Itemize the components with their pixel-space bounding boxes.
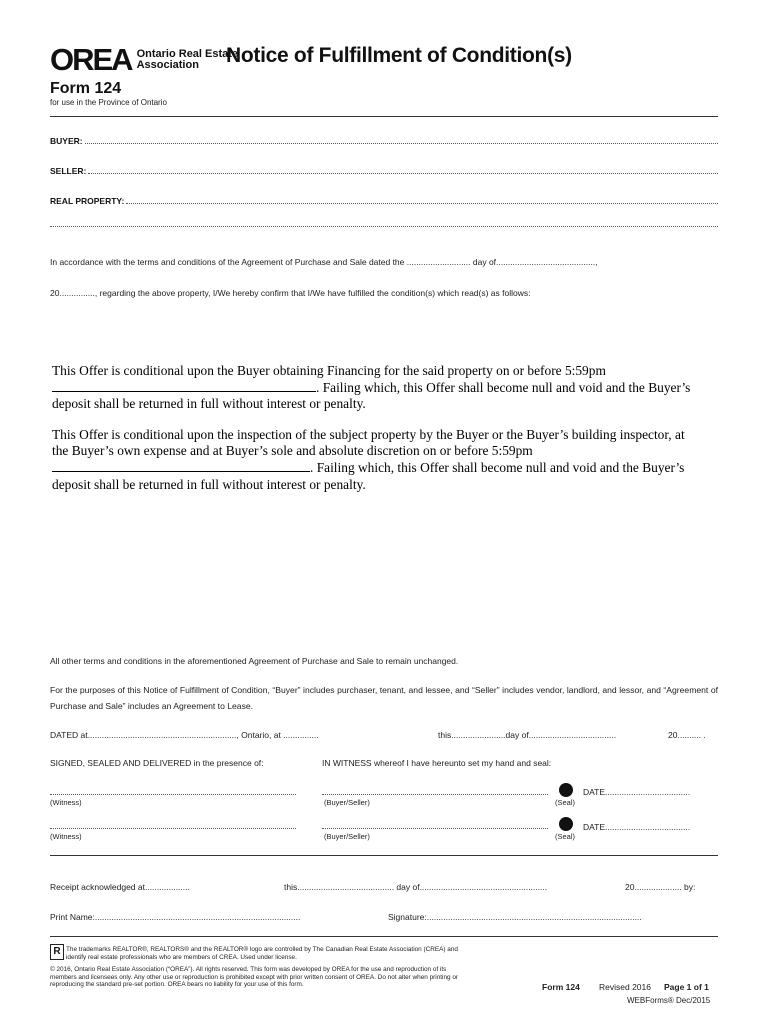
witness-2-line[interactable]	[50, 828, 296, 829]
footer-webforms: WEBForms® Dec/2015	[627, 996, 711, 1005]
property-field-continued[interactable]	[50, 226, 718, 229]
financing-date-blank[interactable]	[52, 379, 316, 392]
copyright-notice: © 2016, Ontario Real Estate Association (“OREA”). All rights reserved. This form was developed by OREA for the use and reproduction of its members and licensees only. Any other use or reproduction is prohibited except with prior written consent of OREA. Do not alter when printing or reproducing the standard pre-set portion. OREA bears no liability for your use of this form.	[50, 966, 459, 989]
signed-sealed-label: SIGNED, SEALED AND DELIVERED in the presence of:	[50, 758, 264, 768]
trademark-notice: The trademarks REALTOR®, REALTORS® and the REALTOR® logo are controlled by The Canadian Real Estate Association (CREA) and identify real estate professionals who are members of CREA. Used under license.	[66, 946, 458, 961]
footer-divider	[50, 936, 718, 937]
orea-logo	[50, 44, 238, 75]
seal-2-icon	[559, 817, 573, 831]
witness-1-line[interactable]	[50, 794, 296, 795]
seal-1-label: (Seal)	[555, 798, 576, 807]
accordance-line-2: 20..............., regarding the above property, I/We hereby confirm that I/We have fulfilled the condition(s) which read(s) as follows:	[50, 288, 531, 298]
property-field[interactable]	[50, 196, 718, 206]
witness-2-label: (Witness)	[50, 832, 82, 841]
condition-financing[interactable]: This Offer is conditional upon the Buyer obtaining Financing for the said property on or before 5:59pm . Failing which, this Offer shall become null and void and the Buyer’s deposit shall be returned in full without interest or penalty.	[52, 363, 691, 412]
print-name-field[interactable]: Print Name:.......................................................................................	[50, 912, 301, 922]
buyer-seller-1-line[interactable]	[322, 794, 548, 795]
page-title: Notice of Fulfillment of Condition(s)	[226, 44, 572, 67]
dated-year-field[interactable]: 20.......... .	[668, 730, 706, 740]
definitions-text: For the purposes of this Notice of Fulfillment of Condition, “Buyer” includes purchaser, tenant, and lessee, and “Seller” includes vendor, landlord, and lessor, and “Agreement of Purchase and Sale” includes an Agreement to Lease.	[50, 685, 718, 711]
seller-label: SELLER:	[50, 166, 87, 176]
buyer-field[interactable]	[50, 136, 718, 146]
accordance-line-1: In accordance with the terms and conditions of the Agreement of Purchase and Sale dated the ........................... day of..........................................,	[50, 257, 598, 267]
in-witness-label: IN WITNESS whereof I have hereunto set my hand and seal:	[322, 758, 552, 768]
property-label: REAL PROPERTY:	[50, 196, 125, 206]
header-divider	[50, 116, 718, 117]
signature-divider	[50, 855, 718, 856]
buyer-label: BUYER:	[50, 136, 83, 146]
buyer-seller-2-line[interactable]	[322, 828, 548, 829]
receipt-acknowledged-field[interactable]: Receipt acknowledged at...................	[50, 882, 190, 892]
dated-at-field[interactable]: DATED at..............................................................., Ontario, at ...............	[50, 730, 319, 740]
form-subtitle: for use in the Province of Ontario	[50, 98, 167, 107]
orea-logo-mark: OREA	[50, 42, 132, 77]
inspection-date-blank[interactable]	[52, 459, 310, 472]
footer-form-number: Form 124	[542, 982, 580, 992]
seal-2-label: (Seal)	[555, 832, 576, 841]
buyer-seller-1-label: (Buyer/Seller)	[324, 798, 370, 807]
other-terms-text: All other terms and conditions in the aforementioned Agreement of Purchase and Sale to remain unchanged.	[50, 656, 459, 666]
buyer-seller-2-label: (Buyer/Seller)	[324, 832, 370, 841]
realtor-logo-icon: R	[50, 944, 64, 960]
seal-1-icon	[559, 783, 573, 797]
date-2-field[interactable]: DATE....................................	[583, 822, 691, 832]
condition-inspection[interactable]: This Offer is conditional upon the inspection of the subject property by the Buyer or the Buyer’s building inspector, at the Buyer’s own expense and at Buyer’s sole and absolute discretion on or before 5:59pm . Failing which, this Offer shall become null and void and the Buyer’s deposit shall be returned in full without interest or penalty.	[52, 427, 685, 492]
footer-page-number: Page 1 of 1	[664, 982, 709, 992]
date-1-field[interactable]: DATE....................................	[583, 787, 691, 797]
dated-this-day-field[interactable]: this.......................day of.....................................	[438, 730, 617, 740]
logo-line-2: Association	[136, 58, 199, 71]
receipt-this-day-field[interactable]: this......................................... day of......................................................	[284, 882, 548, 892]
footer-revised: Revised 2016	[599, 982, 651, 992]
witness-1-label: (Witness)	[50, 798, 82, 807]
seller-field[interactable]	[50, 166, 718, 176]
form-number: Form 124	[50, 80, 122, 97]
logo-line-1: Ontario Real Estate	[136, 47, 239, 60]
receipt-year-by-field[interactable]: 20.................... by:	[625, 882, 696, 892]
signature-field[interactable]: Signature:...........................................................................................	[388, 912, 642, 922]
